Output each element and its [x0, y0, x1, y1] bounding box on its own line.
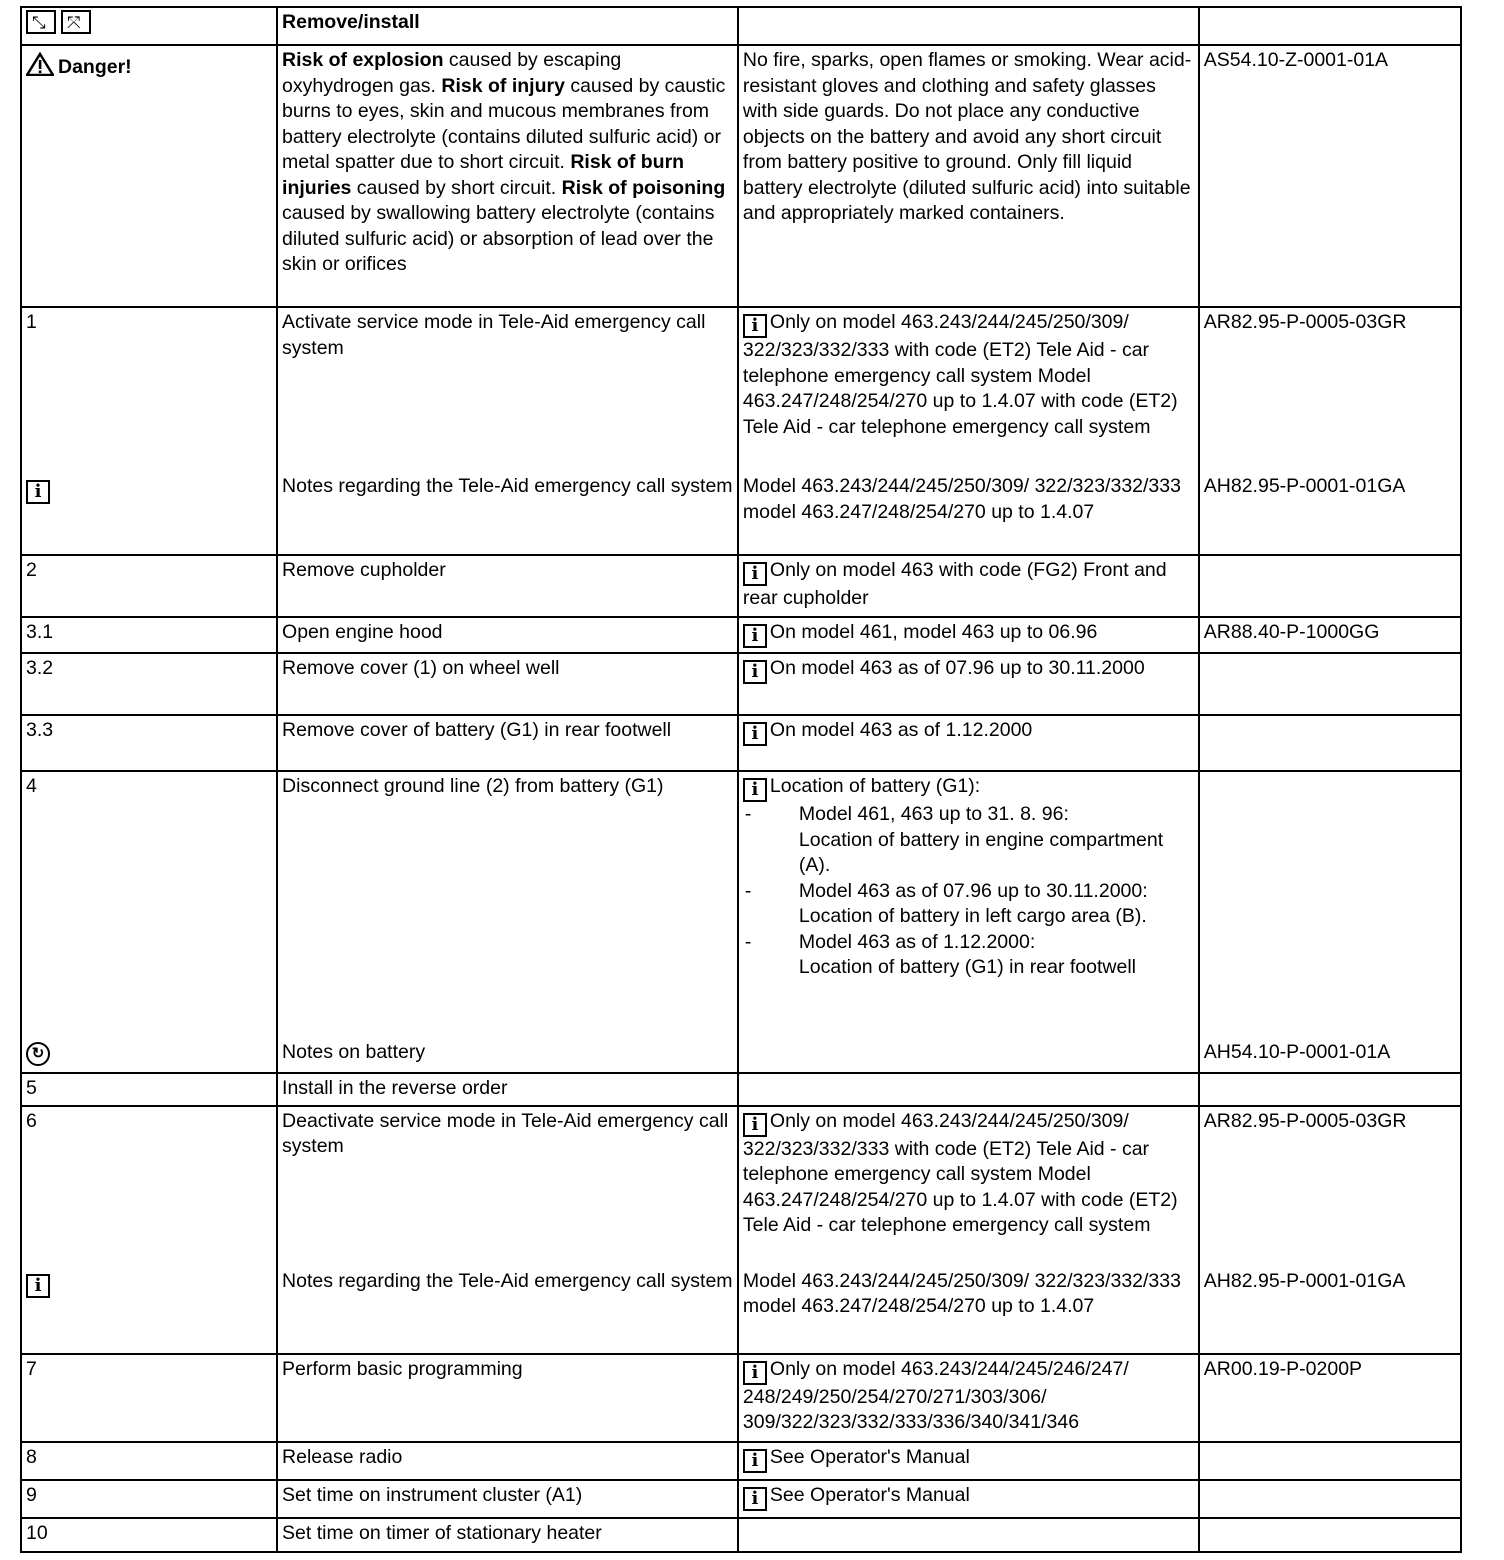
- danger-measures: No fire, sparks, open flames or smoking. Wear acid-resistant gloves and clothing and safety glasses with side guards. Do not place any conductive objects on the battery and avoid any short circuit from battery positive to ground. Only fill liquid battery electrolyte (diluted sulfuric acid) into suitable and appropriately marked containers.: [738, 45, 1199, 307]
- risk-injury-text: caused by caustic burns to eyes, skin and mucous membranes from battery electrolyte (contains diluted sulfuric acid) or metal spatter due to short circuit.: [282, 74, 726, 173]
- collapse-icon[interactable]: [61, 10, 91, 34]
- step-number-cell: [21, 307, 277, 555]
- table-row: [21, 771, 1461, 1073]
- step-note: Location of battery (G1):: [769, 775, 981, 797]
- info-icon: i: [743, 722, 767, 746]
- step-note-cell: [738, 1106, 1199, 1354]
- step-ref: [1199, 1073, 1461, 1106]
- expand-icon[interactable]: [26, 10, 56, 34]
- step-text: Deactivate service mode in Tele-Aid emergency call system: [282, 1109, 729, 1157]
- step-note: On model 463 as of 07.96 up to 30.11.2000: [769, 657, 1145, 679]
- sub-step-note: Model 463.243/244/245/250/309/ 322/323/332/333 model 463.247/248/254/270 up to 1.4.07: [742, 475, 1181, 523]
- step-note: [738, 1073, 1199, 1106]
- step-text: Disconnect ground line (2) from battery (G1): [282, 775, 664, 797]
- step-note: On model 461, model 463 up to 06.96: [769, 621, 1098, 643]
- step-number: 3.1: [21, 617, 277, 653]
- step-ref[interactable]: AR82.95-P-0005-03GR: [1203, 1109, 1407, 1132]
- step-note-cell: [738, 771, 1199, 1073]
- step-note-cell: [738, 715, 1199, 771]
- step-number-cell: [21, 1106, 277, 1354]
- step-note-cell: [738, 307, 1199, 555]
- danger-label-cell: [21, 45, 277, 307]
- step-text: Remove cover of battery (G1) in rear footwell: [277, 715, 738, 771]
- info-icon: i: [743, 562, 767, 586]
- step-number-cell: [21, 771, 277, 1073]
- step-note-cell: [738, 1442, 1199, 1480]
- danger-risks-cell: [277, 45, 738, 307]
- bullet-item: - Model 461, 463 up to 31. 8. 96:: [743, 802, 1194, 828]
- step-note: Only on model 463 with code (FG2) Front and rear cupholder: [742, 559, 1167, 609]
- table-row: [21, 715, 1461, 771]
- step-note: See Operator's Manual: [769, 1445, 970, 1468]
- risk-explosion-title: Risk of explosion: [282, 49, 444, 71]
- table-row: [21, 1442, 1461, 1480]
- step-number: 10: [21, 1518, 277, 1552]
- sub-step-text: Notes regarding the Tele-Aid emergency call system: [282, 1269, 733, 1292]
- step-ref[interactable]: AR82.95-P-0005-03GR: [1203, 311, 1407, 333]
- step-ref: [1199, 555, 1461, 617]
- info-icon: i: [743, 1113, 767, 1137]
- table-row: [21, 1354, 1461, 1442]
- table-row: [21, 1106, 1461, 1354]
- step-ref: [1199, 1518, 1461, 1552]
- step-note-cell: [738, 1480, 1199, 1518]
- step-text: Set time on instrument cluster (A1): [277, 1480, 738, 1518]
- step-ref[interactable]: AR88.40-P-1000GG: [1199, 617, 1461, 653]
- table-row: [21, 1073, 1461, 1106]
- risk-burn-title: Risk of burn injuries: [282, 151, 685, 199]
- table-row: [21, 1480, 1461, 1518]
- info-icon: i: [743, 1449, 767, 1473]
- step-note: On model 463 as of 1.12.2000: [769, 719, 1033, 741]
- step-ref[interactable]: AR00.19-P-0200P: [1199, 1354, 1461, 1442]
- step-text: Release radio: [277, 1442, 738, 1480]
- sub-step-text: Notes regarding the Tele-Aid emergency call system: [282, 475, 733, 497]
- step-number: 9: [21, 1480, 277, 1518]
- table-row: [21, 1518, 1461, 1552]
- step-text: Open engine hood: [277, 617, 738, 653]
- risk-poisoning-text: caused by swallowing battery electrolyte (contains diluted sulfuric acid) or absorption of lead over the skin or orifices: [282, 202, 715, 275]
- step-note: Only on model 463.243/244/245/250/309/ 322/323/332/333 with code (ET2) Tele Aid - car telephone emergency call system Model 463.247/248/254/270 up to 1.4.07 with code (ET2) Tele Aid - car telephone emergency call system: [742, 311, 1178, 438]
- bullet-subtext: Location of battery in engine compartment (A).: [798, 828, 1164, 876]
- step-number: 6: [26, 1109, 37, 1132]
- arrow-reference-icon: ↻: [26, 1042, 50, 1066]
- sub-step-ref[interactable]: AH54.10-P-0001-01A: [1203, 1041, 1391, 1063]
- step-number: 3.2: [21, 653, 277, 715]
- info-icon: i: [743, 314, 767, 338]
- header-title: Remove/install: [277, 7, 738, 45]
- step-ref-cell: [1199, 1106, 1461, 1354]
- risk-explosion-text: caused by escaping oxyhydrogen gas.: [282, 49, 622, 97]
- step-number: 8: [21, 1442, 277, 1480]
- risk-burn-text: caused by short circuit.: [351, 176, 562, 199]
- danger-label: Danger!: [58, 56, 132, 78]
- table-row: [21, 307, 1461, 555]
- step-text: Remove cupholder: [277, 555, 738, 617]
- bullet-item: - Model 463 as of 1.12.2000:: [743, 930, 1194, 956]
- bullet-subtext: Location of battery in left cargo area (B).: [798, 905, 1147, 927]
- step-text: Remove cover (1) on wheel well: [277, 653, 738, 715]
- sub-step-ref[interactable]: AH82.95-P-0001-01GA: [1203, 475, 1406, 497]
- info-icon: i: [743, 1487, 767, 1511]
- step-number: 3.3: [21, 715, 277, 771]
- table-row: [21, 617, 1461, 653]
- step-text: Activate service mode in Tele-Aid emergency call system: [282, 311, 706, 359]
- step-number: 5: [21, 1073, 277, 1106]
- step-text: Perform basic programming: [277, 1354, 738, 1442]
- info-icon: i: [743, 624, 767, 648]
- step-note-cell: [738, 617, 1199, 653]
- step-note: See Operator's Manual: [769, 1483, 970, 1506]
- table-row: [21, 653, 1461, 715]
- warning-triangle-icon: [26, 52, 54, 84]
- step-ref-cell: [1199, 307, 1461, 555]
- step-number: 1: [26, 311, 37, 333]
- header-icons-cell: [21, 7, 277, 45]
- sub-step-ref[interactable]: AH82.95-P-0001-01GA: [1203, 1269, 1406, 1292]
- step-note: [738, 1518, 1199, 1552]
- step-ref: [1199, 1480, 1461, 1518]
- danger-ref[interactable]: AS54.10-Z-0001-01A: [1199, 45, 1461, 307]
- step-ref-cell: [1199, 771, 1461, 1073]
- table-header-row: [21, 7, 1461, 45]
- info-icon: i: [743, 778, 767, 802]
- step-number: 4: [26, 775, 37, 797]
- step-text-cell: [277, 307, 738, 555]
- step-note-cell: [738, 555, 1199, 617]
- step-text-cell: [277, 771, 738, 1073]
- step-number: 7: [21, 1354, 277, 1442]
- info-icon: i: [743, 1361, 767, 1385]
- table-row: [21, 555, 1461, 617]
- danger-row: [21, 45, 1461, 307]
- step-note: Only on model 463.243/244/245/246/247/ 248/249/250/254/270/271/303/306/ 309/322/323/332/333/336/340/341/346: [742, 1357, 1129, 1433]
- step-ref: [1199, 715, 1461, 771]
- step-note-cell: [738, 653, 1199, 715]
- info-icon: i: [26, 480, 50, 504]
- step-text-cell: [277, 1106, 738, 1354]
- step-ref: [1199, 653, 1461, 715]
- step-ref: [1199, 1442, 1461, 1480]
- sub-step-text: Notes on battery: [282, 1041, 426, 1063]
- step-number: 2: [21, 555, 277, 617]
- step-note: Only on model 463.243/244/245/250/309/ 322/323/332/333 with code (ET2) Tele Aid - car telephone emergency call system Model 463.247/248/254/270 up to 1.4.07 with code (ET2) Tele Aid - car telephone emergency call system: [742, 1109, 1178, 1236]
- header-empty-cell: [1199, 7, 1461, 45]
- sub-step-note: Model 463.243/244/245/250/309/ 322/323/332/333 model 463.247/248/254/270 up to 1.4.07: [742, 1269, 1181, 1317]
- step-text: Set time on timer of stationary heater: [277, 1518, 738, 1552]
- risk-injury-title: Risk of injury: [441, 74, 565, 97]
- bullet-item: - Model 463 as of 07.96 up to 30.11.2000:: [743, 879, 1194, 905]
- info-icon: i: [26, 1274, 50, 1298]
- step-text: Install in the reverse order: [277, 1073, 738, 1106]
- risk-poisoning-title: Risk of poisoning: [561, 176, 726, 199]
- remove-install-table: [20, 6, 1462, 1553]
- info-icon: i: [743, 660, 767, 684]
- bullet-subtext: Location of battery (G1) in rear footwell: [798, 956, 1136, 978]
- header-empty-cell: [738, 7, 1199, 45]
- step-note-cell: [738, 1354, 1199, 1442]
